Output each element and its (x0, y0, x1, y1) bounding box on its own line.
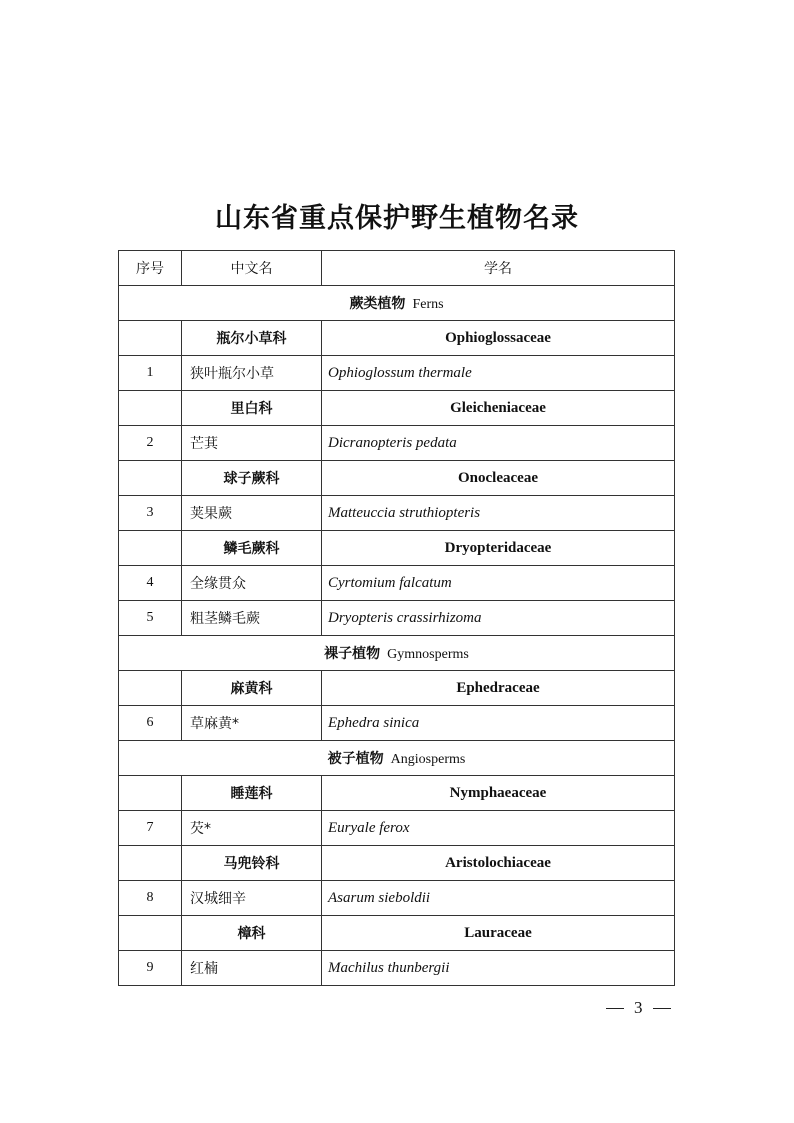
species-no: 1 (119, 356, 182, 391)
family-no-cell (119, 671, 182, 706)
category-row (119, 286, 675, 321)
species-chinese-name: 粗茎鳞毛蕨 (182, 601, 322, 636)
category-cell (119, 741, 675, 776)
category-latin-name: Gymnosperms (387, 647, 469, 662)
table-header-row (119, 251, 675, 286)
species-no: 9 (119, 951, 182, 986)
species-no: 6 (119, 706, 182, 741)
family-no-cell (119, 776, 182, 811)
family-no-cell (119, 461, 182, 496)
species-row (119, 426, 675, 461)
species-scientific-name: Matteuccia struthiopteris (322, 496, 675, 531)
category-row (119, 741, 675, 776)
species-scientific-name: Dicranopteris pedata (322, 426, 675, 461)
family-chinese-name: 马兜铃科 (182, 846, 322, 881)
species-row (119, 706, 675, 741)
page-number-value: 3 (634, 998, 643, 1017)
species-scientific-name: Machilus thunbergii (322, 951, 675, 986)
family-chinese-name: 樟科 (182, 916, 322, 951)
species-chinese-name: 草麻黄* (182, 706, 322, 741)
category-row (119, 636, 675, 671)
species-row (119, 566, 675, 601)
species-scientific-name: Ophioglossum thermale (322, 356, 675, 391)
family-chinese-name: 球子蕨科 (182, 461, 322, 496)
page-number (596, 998, 681, 1018)
species-row (119, 496, 675, 531)
category-chinese-name: 裸子植物 (324, 646, 381, 662)
table-body (119, 286, 675, 986)
family-latin-name: Dryopteridaceae (322, 531, 675, 566)
page-number-dash-right (653, 1008, 671, 1009)
category-cell (119, 286, 675, 321)
species-no: 2 (119, 426, 182, 461)
species-chinese-name: 汉城细辛 (182, 881, 322, 916)
family-row (119, 321, 675, 356)
family-row (119, 531, 675, 566)
family-latin-name: Nymphaeaceae (322, 776, 675, 811)
species-row (119, 601, 675, 636)
family-no-cell (119, 531, 182, 566)
category-latin-name: Angiosperms (390, 752, 466, 767)
species-scientific-name: Ephedra sinica (322, 706, 675, 741)
species-no: 8 (119, 881, 182, 916)
family-row (119, 846, 675, 881)
page-title: 山东省重点保护野生植物名录 (215, 203, 579, 234)
species-row (119, 811, 675, 846)
page-number-dash-left (606, 1008, 624, 1009)
family-latin-name: Gleicheniaceae (322, 391, 675, 426)
family-chinese-name: 睡莲科 (182, 776, 322, 811)
species-row (119, 951, 675, 986)
category-cell (119, 636, 675, 671)
family-chinese-name: 麻黄科 (182, 671, 322, 706)
family-latin-name: Aristolochiaceae (322, 846, 675, 881)
species-row (119, 356, 675, 391)
family-row (119, 776, 675, 811)
species-scientific-name: Asarum sieboldii (322, 881, 675, 916)
species-chinese-name: 荚果蕨 (182, 496, 322, 531)
family-row (119, 461, 675, 496)
species-no: 4 (119, 566, 182, 601)
species-row (119, 881, 675, 916)
species-no: 5 (119, 601, 182, 636)
species-chinese-name: 芡* (182, 811, 322, 846)
family-no-cell (119, 321, 182, 356)
header-chinese-name: 中文名 (182, 251, 322, 286)
species-chinese-name: 全缘贯众 (182, 566, 322, 601)
species-chinese-name: 芒萁 (182, 426, 322, 461)
family-latin-name: Onocleaceae (322, 461, 675, 496)
species-no: 7 (119, 811, 182, 846)
family-chinese-name: 鳞毛蕨科 (182, 531, 322, 566)
category-chinese-name: 蕨类植物 (349, 296, 406, 312)
header-scientific-name: 学名 (322, 251, 675, 286)
category-chinese-name: 被子植物 (327, 751, 384, 767)
species-chinese-name: 红楠 (182, 951, 322, 986)
species-scientific-name: Cyrtomium falcatum (322, 566, 675, 601)
species-scientific-name: Euryale ferox (322, 811, 675, 846)
family-row (119, 671, 675, 706)
species-chinese-name: 狭叶瓶尔小草 (182, 356, 322, 391)
family-row (119, 391, 675, 426)
family-chinese-name: 瓶尔小草科 (182, 321, 322, 356)
family-latin-name: Ephedraceae (322, 671, 675, 706)
header-no: 序号 (119, 251, 182, 286)
family-no-cell (119, 846, 182, 881)
family-row (119, 916, 675, 951)
family-latin-name: Ophioglossaceae (322, 321, 675, 356)
family-no-cell (119, 391, 182, 426)
family-latin-name: Lauraceae (322, 916, 675, 951)
species-scientific-name: Dryopteris crassirhizoma (322, 601, 675, 636)
category-latin-name: Ferns (412, 297, 444, 312)
family-no-cell (119, 916, 182, 951)
species-no: 3 (119, 496, 182, 531)
protected-plants-table (118, 250, 675, 986)
family-chinese-name: 里白科 (182, 391, 322, 426)
